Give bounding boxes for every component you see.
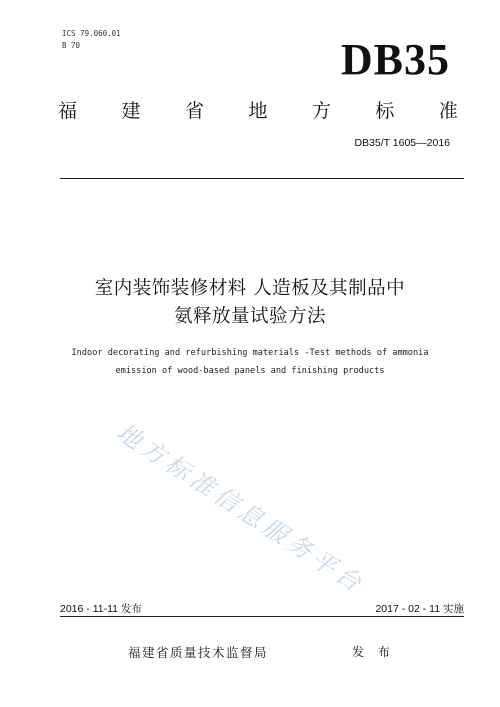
publish-label: 发 布 (352, 645, 395, 659)
watermark: 地方标准信息服务平台 (111, 418, 370, 600)
classification-codes (62, 28, 121, 52)
english-title-line-1: Indoor decorating and refurbishing materials -Test methods of ammonia (71, 348, 429, 358)
standard-number: DB35/T 1605—2016 (354, 137, 450, 149)
standard-title-char: 准 (438, 100, 458, 122)
standard-title-char: 福 (58, 100, 78, 122)
chinese-title-line-1: 室内装饰装修材料 人造板及其制品中 (94, 278, 406, 299)
standard-title-char: 省 (184, 100, 204, 122)
standard-title-char: 标 (375, 100, 395, 122)
standard-type-title (58, 96, 458, 123)
ics-code: ICS 79.060.01 (62, 29, 121, 38)
standard-title-char: 方 (311, 100, 331, 122)
header-divider (60, 178, 464, 179)
english-title-line-2: emission of wood-based panels and finishing products (115, 366, 385, 376)
implementation-date: 2017 - 02 - 11 实施 (375, 603, 464, 615)
chinese-title-line-2: 氨释放量试验方法 (173, 306, 326, 327)
db35-logo: DB35 (340, 35, 450, 84)
footer-divider (60, 616, 464, 617)
issue-date: 2016 - 11-11 发布 (60, 603, 142, 615)
standard-title-char: 建 (121, 100, 141, 122)
ccs-code: B 70 (62, 41, 81, 50)
issuing-authority: 福建省质量技术监督局 (128, 645, 269, 660)
standard-title-char: 地 (248, 100, 268, 122)
